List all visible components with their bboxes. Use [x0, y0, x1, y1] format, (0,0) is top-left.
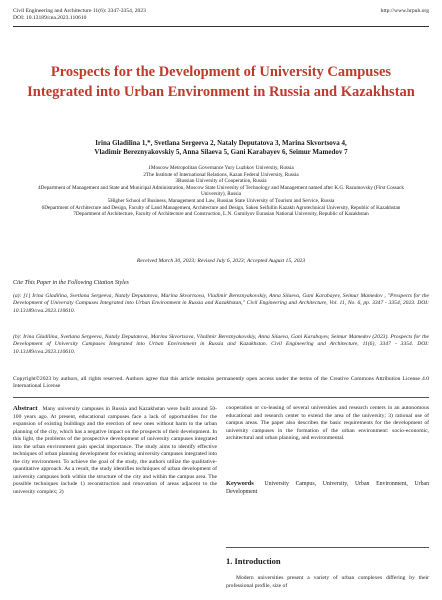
- affiliation-3: 3Russian University of Cooperation, Russia: [175, 178, 267, 185]
- abstract-continuation: cooperation or co-leasing of several universities and research centers in an autonomous educational and research center to extend the area of the university; 3) rational use of campus areas. The paper also describes the basic requirements for the development of university campuses in the formation of the urban environment: socio-economic, architectural and urban planning, and environmental.: [226, 405, 429, 441]
- keywords-text: University Campus, University, Urban Environment, Urban Development: [226, 481, 430, 495]
- authors-line-2: Vladimir Bereznyakovskiy 5, Anna Silaeva 5, Gani Karabayev 6, Seimur Mamedov 7: [94, 148, 348, 156]
- authors-line-1: Irina Gladilina 1,*, Svetlana Sergeeva 2, Nataly Deputatova 3, Marina Skvortsova 4,: [95, 139, 347, 147]
- running-header: [13, 8, 429, 22]
- affiliation-4: 4Department of Management and State and Municipal Administration, Moscow State University of Technology and Management named after K.G. Razumovsky (First Cossack University), Russia: [38, 184, 404, 198]
- affiliation-1: 1Moscow Metropolitan Governance Yury Luzhkov University, Russia: [148, 165, 294, 171]
- introduction-heading: 1. Introduction: [226, 556, 281, 566]
- author-list: [30, 139, 412, 157]
- section-divider: [13, 397, 429, 398]
- cite-heading: Cite This Paper in the Following Citation Styles: [13, 280, 129, 286]
- abstract-text: Many university campuses in Russia and Kazakhstan were built around 50-100 years ago. At present, educational campuses face a lack of opportunities for the expansion of existing buildings and the erection of new ones without harm to the urban planning of the city, which has a negative impact on the prospects of their development. In this light, the problems of the prospective development of university campuses integrated into the urban environment gain special importance. The study aims to identify effective techniques of urban planning development for existing university campuses integrated into the city environment. To achieve the goal of the study, the authors utilize the qualitative-quantitative approach. As a result, the study identifies techniques of urban development of university campuses both within the structure of the city and within the campus area. The possible techniques include 1) reconstruction and renovation of areas adjacent to the university complex; 2): [13, 406, 217, 495]
- doi-line: DOI: 10.13189/cea.2023.110610: [13, 15, 87, 21]
- header-rule: [13, 26, 429, 27]
- affiliation-6: 6Department of Architecture and Design, Faculty of Land Management, Architecture and Design, Saken Seifullin Kazakh Agrotechnical University, Republic of Kazakhstan: [41, 204, 401, 211]
- abstract-heading: Abstract: [13, 405, 38, 412]
- copyright-notice: Copyright©2023 by authors, all rights reserved. Authors agree that this article remains permanently open access under the terms of the Creative Commons Attribution License 4.0 International License: [13, 376, 429, 390]
- affiliations: [28, 165, 414, 218]
- keywords-block: [226, 480, 429, 496]
- affiliation-5: 5Higher School of Business, Management and Law, Russian State University of Tourism and Service, Russia: [107, 197, 335, 204]
- abstract-block: [13, 405, 217, 496]
- paper-title: Prospects for the Development of University Campuses Integrated into Urban Environment in Russia and Kazakhstan: [27, 64, 415, 100]
- journal-citation: Civil Engineering and Architecture 11(6): 3347-3354, 2023: [13, 8, 146, 14]
- affiliation-7: 7Department of Architecture, Faculty of Architecture and Construction, L.N. Gumilyov Eurasian National University, Republic of Kazakhstan: [73, 211, 369, 218]
- introduction-paragraph: Modern universities present a variety of urban complexes differing by their professional profile, size of: [226, 575, 429, 589]
- journal-url[interactable]: http://www.hrpub.org: [380, 8, 429, 14]
- intro-divider: [226, 547, 429, 548]
- affiliation-2: 2The Institute of International Relations, Kazan Federal University, Russia: [143, 171, 299, 178]
- keywords-heading: Keywords: [226, 480, 254, 487]
- citation-style-b: (b): Irina Gladilina, Svetlana Sergeeva, Nataly Deputatova, Marina Skvortsova, Vladimir Bereznyakovskiy, Anna Silaeva, Gani Karabayev, Seimur Mamedov (2023). Prospects for the Development of University Campuses Integrated into Urban Environment in Russia and Kazakhstan. Civil Engineering and Architecture, 11(6), 3347 - 3354. DOI: 10.13189/cea.2023.110610.: [13, 334, 429, 355]
- received-dates: Received March 30, 2023; Revised July 6, 2023; Accepted August 15, 2023: [136, 258, 306, 264]
- citation-style-a: (a): [1] Irina Gladilina, Svetlana Sergeeva, Nataly Deputatova, Marina Skvortsova, Vladimir Bereznyakovskiy, Anna Silaeva, Gani Karabayev, Seimur Mamedov , "Prospects for the Development of University Campuses Integrated into Urban Environment in Russia and Kazakhstan," Civil Engineering and Architecture, Vol. 11, No. 6, pp. 3347 - 3354, 2023. DOI: 10.13189/cea.2023.110610.: [13, 293, 429, 314]
